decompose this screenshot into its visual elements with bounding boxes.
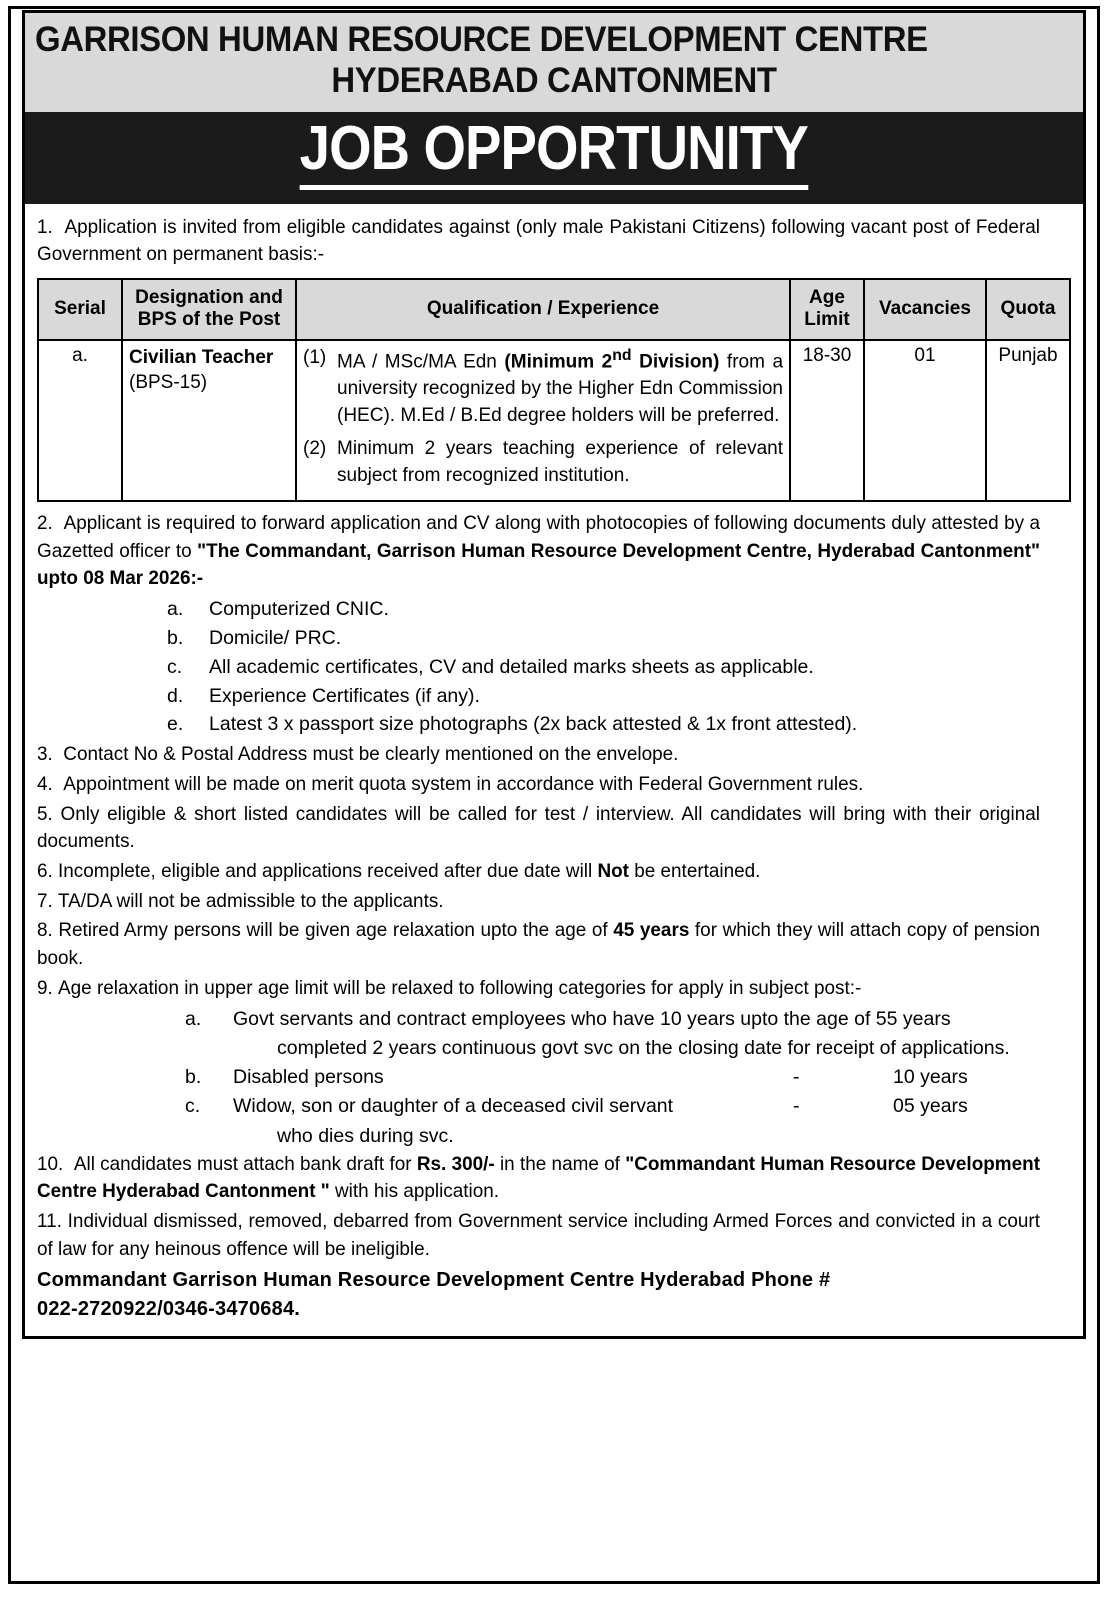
cell-serial: a. (38, 340, 122, 501)
list-item (37, 1092, 1071, 1151)
clause-1-number: 1. (37, 215, 53, 238)
clause-1-text: Application is invited from eligible candidates against (only male Pakistani Citizens) following vacant post of Federal Government on permanent basis:- (37, 215, 1040, 266)
clause-8-text-before: Retired Army persons will be given age relaxation upto the age of (58, 919, 614, 942)
age-relaxation-list (37, 1005, 1071, 1151)
clause-10-bold-name: "Commandant Human Resource Development Centre Hyderabad Cantonment " (37, 1152, 1040, 1203)
clause-8 (37, 917, 1040, 972)
relax-dash-c: - (793, 1095, 800, 1118)
footer-contact-line2: 022-2720922/0346-3470684. (37, 1297, 301, 1320)
clause-10-amount: Rs. 300/- (416, 1152, 495, 1175)
clause-10-text-after: with his application. (329, 1180, 500, 1203)
clause-9-text: Age relaxation in upper age limit will be relaxed to following categories for apply in subject post:- (58, 976, 862, 999)
documents-list (37, 595, 1071, 739)
column-header-serial: Serial (38, 279, 122, 340)
qualification-item-2 (303, 436, 783, 490)
clause-5-number: 5. (37, 802, 53, 825)
relax-marker-a: a. (185, 1007, 202, 1030)
list-item (37, 682, 1071, 711)
clause-10-text-mid: in the name of (494, 1152, 626, 1175)
doc-marker-c: c. (167, 655, 183, 678)
relax-text-b (233, 1063, 1071, 1092)
relax-text-a (233, 1005, 1071, 1064)
column-header-qualification: Qualification / Experience (296, 279, 790, 340)
column-header-vacancies: Vacancies (864, 279, 986, 340)
banner-title: JOB OPPORTUNITY (300, 118, 808, 190)
post-name: Civilian Teacher (129, 346, 274, 368)
list-item (37, 710, 1071, 739)
list-item (37, 1005, 1071, 1064)
organization-name-line2: HYDERABAD CANTONMENT (331, 61, 777, 101)
clause-11 (37, 1208, 1040, 1263)
clause-9-number: 9. (37, 976, 53, 999)
clause-9 (37, 975, 1040, 1003)
clause-2 (37, 510, 1040, 593)
qual-1-post: from a university recognized by the Higher Edn Commission (HEC). M.Ed / B.Ed degree holders will be preferred. (337, 351, 784, 427)
clause-7-text: TA/DA will not be admissible to the applicants. (58, 889, 444, 912)
doc-text-b: Domicile/ PRC. (209, 626, 342, 649)
body-container (22, 204, 1086, 1339)
qualification-text-2: Minimum 2 years teaching experience of relevant subject from recognized institution. (337, 438, 783, 486)
clause-2-bold: "The Commandant, Garrison Human Resource Development Centre, Hyderabad Cantonment" upto 08 Mar 2026:- (37, 539, 1040, 590)
relax-years-c: 05 years (893, 1095, 968, 1118)
relax-years-b: 10 years (893, 1066, 968, 1088)
qualification-text-1 (337, 345, 783, 430)
doc-marker-b: b. (167, 626, 184, 649)
clause-11-number: 11. (37, 1210, 62, 1233)
clause-11-text: Individual dismissed, removed, debarred from Government service including Armed Forces and convicted in a court of law for any heinous offence will be ineligible. (37, 1210, 1040, 1260)
document-content (22, 10, 1086, 1578)
relax-cont-a: completed 2 years continuous govt svc on the closing date for receipt of applications. (277, 1036, 1010, 1059)
clause-8-text-after: for which they will attach copy of pension book. (37, 919, 1040, 970)
qualification-marker-1: (1) (303, 346, 327, 368)
cell-age-limit: 18-30 (790, 340, 864, 501)
clause-5 (37, 801, 1040, 856)
cell-designation (122, 340, 296, 501)
qual-1-pre: MA / MSc/MA Edn (337, 351, 505, 373)
relax-marker-b: b. (185, 1066, 202, 1088)
cell-quota: Punjab (986, 340, 1070, 501)
clause-6-bold: Not (597, 860, 629, 883)
doc-marker-e: e. (167, 713, 184, 736)
clause-3-number: 3. (37, 743, 53, 766)
doc-marker-a: a. (167, 598, 184, 621)
doc-marker-d: d. (167, 684, 184, 707)
clause-6 (37, 858, 1040, 886)
list-item (37, 595, 1071, 624)
clause-10 (37, 1151, 1040, 1206)
relax-main-a: Govt servants and contract employees who have 10 years upto the age of 55 years (233, 1007, 951, 1030)
clause-3 (37, 741, 1040, 769)
relax-main-b: Disabled persons (233, 1066, 384, 1088)
clause-2-number: 2. (37, 511, 53, 534)
list-item (37, 653, 1071, 682)
doc-text-a: Computerized CNIC. (209, 598, 389, 621)
qual-1-sup: nd (612, 346, 632, 364)
table-row (38, 340, 1070, 501)
clause-10-text-before: All candidates must attach bank draft for (73, 1152, 417, 1175)
relax-main-c: Widow, son or daughter of a deceased civil servant (233, 1095, 674, 1118)
cell-qualification (296, 340, 790, 501)
table-header-row (38, 279, 1070, 340)
clause-5-text: Only eligible & short listed candidates will be called for test / interview. All candidates will bring with their original documents. (37, 802, 1040, 853)
clause-3-text: Contact No & Postal Address must be clearly mentioned on the envelope. (63, 743, 679, 766)
cell-vacancies: 01 (864, 340, 986, 501)
column-header-designation: Designation and BPS of the Post (122, 279, 296, 340)
relax-text-c (233, 1092, 1071, 1151)
organization-name-line1: GARRISON HUMAN RESOURCE DEVELOPMENT CENTRE (35, 20, 928, 59)
footer-contact-line1: Commandant Garrison Human Resource Development Centre Hyderabad Phone # (37, 1268, 831, 1291)
column-header-quota: Quota (986, 279, 1070, 340)
job-vacancy-table (37, 278, 1071, 502)
clause-7-number: 7. (37, 889, 53, 912)
clause-10-number: 10. (37, 1152, 64, 1175)
clause-4 (37, 771, 1040, 799)
clause-4-number: 4. (37, 773, 53, 795)
qualification-marker-2: (2) (303, 438, 327, 460)
doc-text-e: Latest 3 x passport size photographs (2x back attested & 1x front attested). (209, 713, 858, 736)
clause-7 (37, 888, 1040, 916)
relax-dash-b: - (793, 1066, 800, 1088)
post-bps: (BPS-15) (129, 372, 208, 394)
clause-6-number: 6. (37, 860, 53, 883)
clause-6-text-after: be entertained. (628, 860, 761, 883)
doc-text-c: All academic certificates, CV and detailed marks sheets as applicable. (209, 655, 814, 678)
relax-marker-c: c. (185, 1095, 201, 1118)
banner (22, 112, 1086, 204)
list-item (37, 1063, 1071, 1092)
clause-4-text: Appointment will be made on merit quota system in accordance with Federal Government rules. (63, 773, 864, 795)
masthead (22, 10, 1086, 112)
clause-6-text-before: Incomplete, eligible and applications received after due date will (58, 860, 598, 883)
clause-8-bold: 45 years (613, 919, 690, 942)
qual-1-bold: (Minimum 2 (504, 351, 613, 373)
list-item (37, 624, 1071, 653)
column-header-age-limit: Age Limit (790, 279, 864, 340)
clause-2-text: Applicant is required to forward application and CV along with photocopies of following documents duly attested by a Gazetted officer to (37, 511, 1040, 562)
qualification-item-1 (303, 345, 783, 430)
qual-1-bold-tail: Division) (631, 351, 720, 373)
clause-1 (37, 214, 1040, 269)
doc-text-d: Experience Certificates (if any). (209, 684, 480, 707)
relax-cont-c: who dies during svc. (277, 1124, 454, 1147)
clause-8-number: 8. (37, 919, 53, 942)
